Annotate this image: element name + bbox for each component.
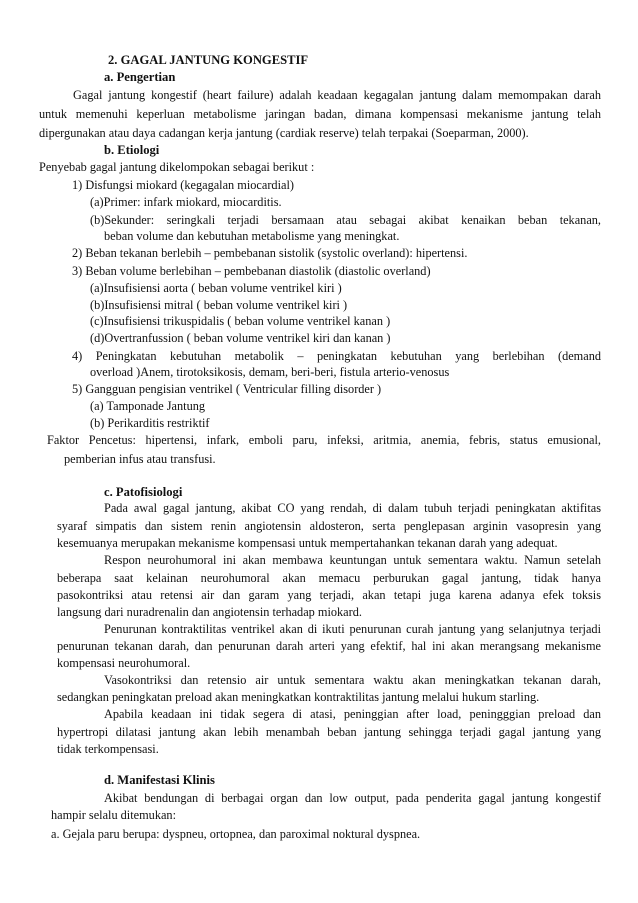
etiologi-line-10: (d)Overtranfussion ( beban volume ventrikel kiri dan kanan ) xyxy=(90,331,391,345)
etiologi-line-1: 1) Disfungsi miokard (kegagalan miocardial) xyxy=(72,178,294,192)
pengertian-line-3: dipergunakan atau daya cadangan kerja jantung (cardiak reserve) telah terpakai (Soeparman, 2000). xyxy=(39,126,529,140)
patofisiologi-line-3: kesemuanya merupakan mekanisme kompensasi untuk mempertahankan tekanan darah yang adequat. xyxy=(57,536,558,550)
manifestasi-line-2: hampir selalu ditemukan: xyxy=(51,808,176,822)
section-heading: 2. GAGAL JANTUNG KONGESTIF xyxy=(108,53,309,67)
etiologi-line-14: (a) Tamponade Jantung xyxy=(90,399,206,413)
etiologi-line-2: (a)Primer: infark miokard, miocarditis. xyxy=(90,195,282,209)
subheading-pengertian: a. Pengertian xyxy=(104,70,176,84)
patofisiologi-line-11: Vasokontriksi dan retensio air untuk sementara waktu akan meningkatkan tekanan darah, xyxy=(104,673,601,687)
manifestasi-line-1: Akibat bendungan di berbagai organ dan low output, pada penderita gagal jantung kongestif xyxy=(104,791,601,805)
pengertian-line-1: Gagal jantung kongestif (heart failure) adalah keadaan kegagalan jantung dalam memompakan darah xyxy=(73,88,601,102)
subheading-manifestasi: d. Manifestasi Klinis xyxy=(104,773,215,787)
etiologi-line-11: 4) Peningkatan kebutuhan metabolik – peningkatan kebutuhan yang berlebihan (demand xyxy=(72,349,601,363)
faktor-pencetus-line-1: Faktor Pencetus: hipertensi, infark, emboli paru, infeksi, aritmia, anemia, febris, status emusional, xyxy=(47,433,601,447)
etiologi-intro: Penyebab gagal jantung dikelompokan sebagai berikut : xyxy=(39,160,315,174)
etiologi-line-12: overload )Anem, tirotoksikosis, demam, beri-beri, fistula arterio-venosus xyxy=(90,365,450,379)
patofisiologi-line-9: penurunan tekanan darah, dan penurunan darah arteri yang efektif, hal ini akan merangsang mekanisme xyxy=(57,639,601,653)
patofisiologi-line-12: sedangkan peningkatan preload akan meningkatkan kontraktilitas jantung melalui hukum starling. xyxy=(57,690,540,704)
patofisiologi-line-6: pasokontriksi atau retensi air dan garam yang terjadi, akan tetapi juga karena adanya efek toksis xyxy=(57,588,601,602)
patofisiologi-line-1: Pada awal gagal jantung, akibat CO yang rendah, di dalam tubuh terjadi peningkatan aktifitas xyxy=(104,501,601,515)
manifestasi-line-3: a. Gejala paru berupa: dyspneu, ortopnea, dan paroximal noktural dyspnea. xyxy=(51,827,421,841)
faktor-pencetus-line-2: pemberian infus atau transfusi. xyxy=(64,452,216,466)
etiologi-line-3: (b)Sekunder: seringkali terjadi bersamaan atau sebagai akibat kenaikan beban tekanan, xyxy=(90,213,601,227)
patofisiologi-line-15: tidak terkompensasi. xyxy=(57,742,159,756)
patofisiologi-line-4: Respon neurohumoral ini akan membawa keuntungan untuk sementara waktu. Namun setelah xyxy=(104,553,601,567)
patofisiologi-line-5: beberapa saat kelainan neurohumoral akan memacu perburukan gagal jantung, tidak hanya xyxy=(57,571,601,585)
patofisiologi-line-7: langsung dari nuradrenalin dan angiotensin terhadap miokard. xyxy=(57,605,362,619)
patofisiologi-line-13: Apabila keadaan ini tidak segera di atasi, peninggian after load, peningggian preload dan xyxy=(104,707,601,721)
etiologi-line-6: 3) Beban volume berlebihan – pembebanan diastolik (diastolic overland) xyxy=(72,264,431,278)
subheading-patofisiologi: c. Patofisiologi xyxy=(104,485,183,499)
etiologi-line-7: (a)Insufisiensi aorta ( beban volume ventrikel kiri ) xyxy=(90,281,342,295)
patofisiologi-line-10: kompensasi neurohumoral. xyxy=(57,656,191,670)
etiologi-line-13: 5) Gangguan pengisian ventrikel ( Ventricular filling disorder ) xyxy=(72,382,382,396)
etiologi-line-15: (b) Perikarditis restriktif xyxy=(90,416,210,430)
subheading-etiologi: b. Etiologi xyxy=(104,143,160,157)
etiologi-line-5: 2) Beban tekanan berlebih – pembebanan sistolik (systolic overland): hipertensi. xyxy=(72,246,468,260)
etiologi-line-8: (b)Insufisiensi mitral ( beban volume ventrikel kiri ) xyxy=(90,298,348,312)
patofisiologi-line-14: hypertropi dilatasi jantung akan lebih menambah beban jantung sehingga terjadi gagal jantung yang xyxy=(57,725,601,739)
patofisiologi-line-2: syaraf simpatis dan sistem renin angiotensin aldosteron, serta penglepasan arginin vasopresin yang xyxy=(57,519,601,533)
etiologi-line-4: beban volume dan kebutuhan metabolisme yang meningkat. xyxy=(104,229,400,243)
patofisiologi-line-8: Penurunan kontraktilitas ventrikel akan di ikuti penurunan curah jantung yang selanjutnya terjadi xyxy=(104,622,601,636)
pengertian-line-2: untuk memenuhi keperluan metabolisme jaringan badan, dimana kompensasi mekanisme jantung telah xyxy=(39,107,601,121)
etiologi-line-9: (c)Insufisiensi trikuspidalis ( beban volume ventrikel kanan ) xyxy=(90,314,391,328)
